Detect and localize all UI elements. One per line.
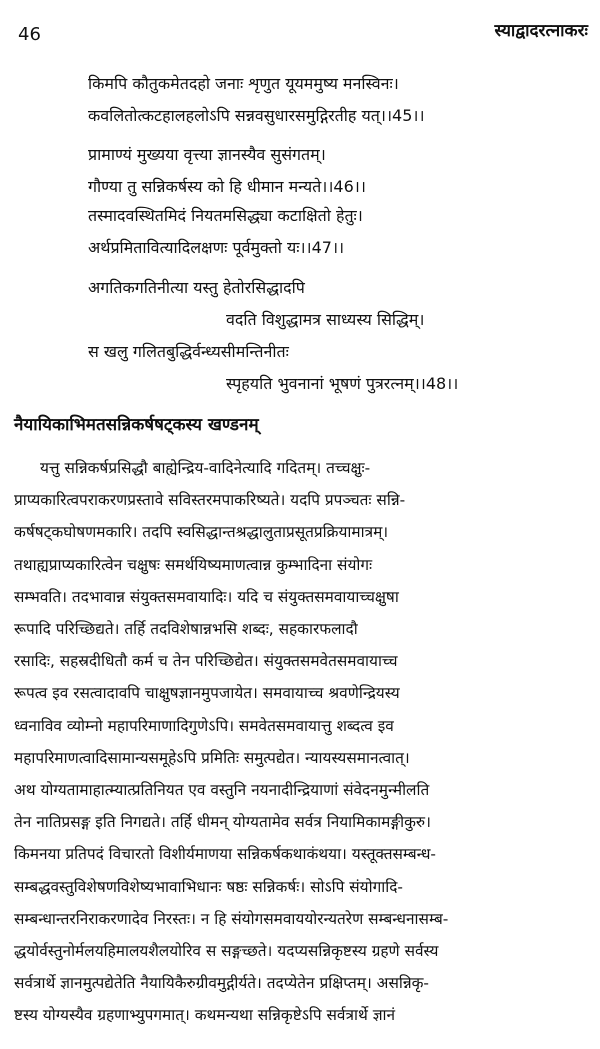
prose-line: प्राप्यकारित्वपराकरणप्रस्तावे सविस्तरमपाकरिष्यते। यदपि प्रपञ्चतः सन्नि- (14, 491, 406, 510)
verse-line: अगतिकगतिनीत्या यस्तु हेतोरसिद्धादपि (88, 278, 305, 297)
verse-45 (88, 68, 560, 132)
prose-line: सम्बन्धान्तरनिराकरणादेव निरस्तः। न हि संयोगसमवाययोरन्यतरेण सम्बन्धनासम्ब- (14, 909, 449, 928)
verse-48 (88, 272, 560, 400)
prose-line: ष्टस्य योग्यस्यैव ग्रहणाभ्युपगमात्। कथमन्यथा सन्निकृष्टेऽपि सर्वत्रार्थे ज्ञानं (14, 1006, 396, 1025)
verse-47 (88, 200, 560, 264)
verse-line: वदति विशुद्धामत्र साध्यस्य सिद्धिम्। (226, 310, 425, 329)
prose-line: रसादिः, सहस्रदीधितौ कर्म च तेन परिच्छिद्येत। संयुक्तसमवेतसमवायाच्च (14, 652, 398, 671)
prose-line: रूपत्व इव रसत्वादावपि चाक्षुषज्ञानमुपजायेत। समवायाच्च श्रवणेन्द्रियस्य (14, 684, 400, 703)
prose-line: सम्भवति। तदभावान्न संयुक्तसमवायादिः। यदि च संयुक्तसमवायाच्चक्षुषा (14, 587, 399, 606)
page-header (0, 14, 600, 48)
prose-line: यत्तु सन्निकर्षप्रसिद्धौ बाह्येन्द्रिय-वादिनेत्यादि गदितम्। तच्चक्षुः- (40, 459, 371, 477)
prose-line: सम्बद्धवस्तुविशेषणविशेष्यभावाभिधानः षष्ठः सन्निकर्षः। सोऽपि संयोगादि- (14, 877, 403, 896)
verse-line: स खलु गलितबुद्धिर्वन्ध्यसीमन्तिनीतः (88, 342, 289, 361)
prose-line: अथ योग्यतामाहात्म्यात्प्रतिनियत एव वस्तुनि नयनादीन्द्रियाणां संवेदनमुन्मीलति (14, 781, 430, 800)
verse-line: तस्मादवस्थितमिदं नियतमसिद्ध्या कटाक्षितो हेतुः। (88, 206, 363, 225)
verse-line: किमपि कौतुकमेतदहो जनाः शृणुत यूयममुष्य मनस्विनः। (88, 74, 399, 93)
prose-line: रूपादि परिच्छिद्यते। तर्हि तदविशेषान्नभसि शब्दः, सहकारफलादौ (14, 620, 358, 639)
section-heading: नैयायिकाभिमतसन्निकर्षषट्कस्य खण्डनम् (14, 415, 259, 435)
prose-line: महापरिमाणत्वादिसामान्यसमूहेऽपि प्रमितिः समुत्पद्येत। न्यायस्यसमानत्वात्। (14, 748, 410, 767)
prose-line: सर्वत्रार्थे ज्ञानमुत्पद्येतेति नैयायिकैरुग्रीवमुद्गीर्यते। तदप्येतेन प्रक्षिप्तम्। असन्निकृ- (14, 974, 429, 993)
verse-line: स्पृहयति भुवनानां भूषणं पुत्ररत्नम्।।48।। (226, 374, 459, 393)
prose-line: किमनया प्रतिपदं विचारतो विशीर्यमाणया सन्निकर्षकथाकंथया। यस्तूक्तसम्बन्ध- (14, 845, 436, 864)
prose-line: तेन नातिप्रसङ्ग इति निगद्यते। तर्हि धीमन् योग्यतामेव सर्वत्र नियामिकामङ्गीकुरु। (14, 813, 431, 832)
verse-line: गौण्या तु सन्निकर्षस्य को हि धीमान मन्यते।।46।। (88, 177, 366, 196)
prose-line: तथाह्यप्राप्यकारित्वेन चक्षुषः समर्थयिष्यमाणत्वान्न कुम्भादिना संयोगः (14, 555, 373, 574)
prose-line: द्धयोर्वस्तुनोर्मलयहिमालयशैलयोरिव स सङ्गच्छते। यदप्यसन्निकृष्टस्य ग्रहणे सर्वस्य (14, 942, 439, 961)
running-title: स्याद्वादरत्नाकरः (494, 21, 588, 41)
verse-46 (88, 139, 560, 203)
verse-line: प्रामाण्यं मुख्यया वृत्त्या ज्ञानस्यैव सुसंगतम्। (88, 145, 326, 164)
verse-line: कवलितोत्कटहालहलोऽपि सन्नवसुधारसमुद्गिरतीह यत्।।45।। (88, 106, 425, 125)
prose-line: ध्वनाविव व्योम्नो महापरिमाणादिगुणेऽपि। समवेतसमवायात्तु शब्दत्व इव (14, 716, 394, 735)
verse-line: अर्थप्रमितावित्यादिलक्षणः पूर्वमुक्तो यः।।47।। (88, 238, 345, 257)
page-number: 46 (18, 24, 41, 45)
prose-paragraph (14, 452, 588, 1032)
prose-line: कर्षषट्कघोषणमकारि। तदपि स्वसिद्धान्तश्रद्धालुताप्रसूतप्रक्रियामात्रम्। (14, 523, 389, 542)
